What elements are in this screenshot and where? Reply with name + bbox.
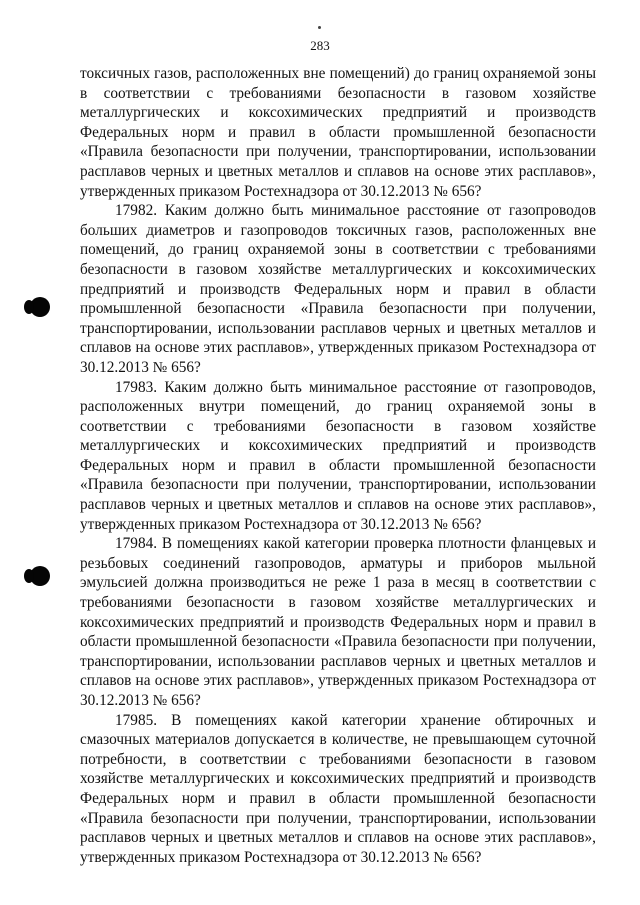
question-number: 17983. bbox=[115, 378, 158, 396]
question-17985 bbox=[80, 711, 596, 868]
question-17984 bbox=[80, 534, 596, 710]
punch-hole-upper bbox=[30, 297, 50, 317]
question-number: 17984. bbox=[115, 535, 158, 553]
question-number: 17985. bbox=[115, 711, 158, 729]
paragraph-text: токсичных газов, расположенных вне помещений) до границ охраняемой зоны в соответствии с требованиями безопасности в газовом хозяйстве металлургических и коксохимических предприятий и производств Федеральных норм и правил в области промышленной безопасности «Правила безопасности при получении, транспортировании, использовании расплавов черных и цветных металлов и сплавов на основе этих расплавов», утвержденных приказом Ростехнадзора от 30.12.2013 № 656? bbox=[80, 65, 596, 200]
page-number: 283 bbox=[310, 38, 330, 53]
paragraph-continuation bbox=[80, 64, 596, 201]
question-17982 bbox=[80, 201, 596, 377]
question-number: 17982. bbox=[115, 202, 158, 220]
document-body bbox=[80, 64, 596, 867]
question-text: Каким должно быть минимальное расстояние от газопроводов больших диаметров и газопроводов токсичных газов, расположенных вне помещений, до границ охраняемой зоны в соответствии с требованиями безопасности в газовом хозяйстве металлургических и коксохимических предприятий и производств Федеральных норм и правил в области промышленной безопасности «Правила безопасности при получении, транспортировании, использовании расплавов черных и цветных металлов и сплавов на основе этих расплавов», утвержденных приказом Ростехнадзора от 30.12.2013 № 656? bbox=[80, 202, 597, 376]
punch-hole-lower bbox=[30, 566, 50, 586]
question-text: В помещениях какой категории проверка плотности фланцевых и резьбовых соединений газопроводов, арматуры и приборов мыльной эмульсией должна производиться не реже 1 раза в месяц в соответствии с требованиями безопасности в газовом хозяйстве металлургических и коксохимических предприятий и производств Федеральных норм и правил в области промышленной безопасности «Правила безопасности при получении, транспортировании, использовании расплавов черных и цветных металлов и сплавов на основе этих расплавов», утвержденных приказом Ростехнадзора от 30.12.2013 № 656? bbox=[80, 535, 597, 709]
scan-dot bbox=[318, 26, 321, 29]
question-text: В помещениях какой категории хранение обтирочных и смазочных материалов допускается в количестве, не превышающем суточной потребности, в соответствии с требованиями безопасности в газовом хозяйстве металлургических и коксохимических предприятий и производств Федеральных норм и правил в области промышленной безопасности «Правила безопасности при получении, транспортировании, использовании расплавов черных и цветных металлов и сплавов на основе этих расплавов», утвержденных приказом Ростехнадзора от 30.12.2013 № 656? bbox=[80, 711, 596, 866]
question-text: Каким должно быть минимальное расстояние от газопроводов, расположенных внутри помещений, до границ охраняемой зоны в соответствии с требованиями безопасности в газовом хозяйстве металлургических и коксохимических предприятий и производств Федеральных норм и правил в области промышленной безопасности «Правила безопасности при получении, транспортировании, использовании расплавов черных и цветных металлов и сплавов на основе этих расплавов», утвержденных приказом Ростехнадзора от 30.12.2013 № 656? bbox=[80, 378, 597, 533]
question-17983 bbox=[80, 378, 596, 535]
